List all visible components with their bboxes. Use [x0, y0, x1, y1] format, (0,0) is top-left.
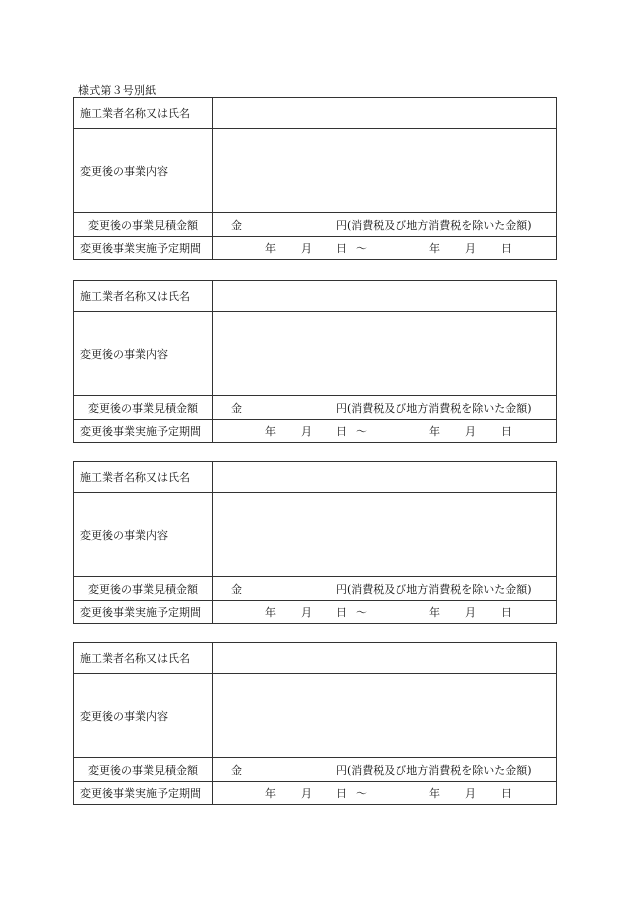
- end-month-unit: 月: [465, 425, 476, 438]
- contractor-name-label: 施工業者名称又は氏名: [74, 462, 213, 492]
- end-year-unit: 年: [429, 425, 440, 438]
- changed-content-label: 変更後の事業内容: [74, 129, 213, 212]
- form-block-2: [73, 280, 557, 443]
- start-year-unit: 年: [265, 606, 276, 619]
- period-tilde: ～: [356, 425, 367, 438]
- changed-period-field[interactable]: [213, 420, 556, 442]
- changed-period-field[interactable]: [213, 237, 556, 259]
- changed-amount-label: 変更後の事業見積金額: [74, 396, 213, 419]
- changed-amount-field[interactable]: [213, 758, 556, 781]
- changed-content-label: 変更後の事業内容: [74, 674, 213, 757]
- end-year-unit: 年: [429, 606, 440, 619]
- contractor-name-field[interactable]: [213, 643, 556, 673]
- end-month-unit: 月: [465, 787, 476, 800]
- amount-prefix: 金: [231, 582, 242, 596]
- changed-content-row: [74, 128, 556, 212]
- end-day-unit: 日: [501, 242, 512, 255]
- start-day-unit: 日: [336, 787, 347, 800]
- changed-amount-label: 変更後の事業見積金額: [74, 213, 213, 236]
- end-year-unit: 年: [429, 242, 440, 255]
- start-day-unit: 日: [336, 425, 347, 438]
- contractor-name-field[interactable]: [213, 98, 556, 128]
- contractor-name-row: [74, 98, 556, 128]
- changed-amount-row: [74, 757, 556, 781]
- changed-period-row: [74, 781, 556, 804]
- amount-suffix: 円(消費税及び地方消費税を除いた金額): [336, 401, 532, 415]
- start-year-unit: 年: [265, 787, 276, 800]
- changed-amount-field[interactable]: [213, 213, 556, 236]
- contractor-name-row: [74, 462, 556, 492]
- end-day-unit: 日: [501, 787, 512, 800]
- period-tilde: ～: [356, 606, 367, 619]
- changed-content-label: 変更後の事業内容: [74, 493, 213, 576]
- period-tilde: ～: [356, 787, 367, 800]
- changed-period-row: [74, 419, 556, 442]
- end-day-unit: 日: [501, 425, 512, 438]
- period-tilde: ～: [356, 242, 367, 255]
- changed-period-row: [74, 600, 556, 623]
- changed-content-field[interactable]: [213, 674, 556, 757]
- changed-amount-row: [74, 212, 556, 236]
- start-year-unit: 年: [265, 425, 276, 438]
- changed-content-row: [74, 311, 556, 395]
- changed-period-row: [74, 236, 556, 259]
- contractor-name-field[interactable]: [213, 281, 556, 311]
- start-month-unit: 月: [301, 787, 312, 800]
- contractor-name-row: [74, 281, 556, 311]
- end-year-unit: 年: [429, 787, 440, 800]
- changed-period-label: 変更後事業実施予定期間: [74, 420, 213, 442]
- form-block-4: [73, 642, 557, 805]
- changed-content-field[interactable]: [213, 129, 556, 212]
- end-month-unit: 月: [465, 606, 476, 619]
- changed-content-row: [74, 492, 556, 576]
- start-month-unit: 月: [301, 425, 312, 438]
- amount-suffix: 円(消費税及び地方消費税を除いた金額): [336, 218, 532, 232]
- changed-amount-label: 変更後の事業見積金額: [74, 758, 213, 781]
- end-month-unit: 月: [465, 242, 476, 255]
- changed-period-label: 変更後事業実施予定期間: [74, 601, 213, 623]
- changed-amount-label: 変更後の事業見積金額: [74, 577, 213, 600]
- contractor-name-label: 施工業者名称又は氏名: [74, 643, 213, 673]
- changed-content-label: 変更後の事業内容: [74, 312, 213, 395]
- start-day-unit: 日: [336, 606, 347, 619]
- form-title: 様式第３号別紙: [78, 84, 157, 97]
- changed-period-label: 変更後事業実施予定期間: [74, 782, 213, 804]
- start-year-unit: 年: [265, 242, 276, 255]
- start-month-unit: 月: [301, 242, 312, 255]
- changed-amount-field[interactable]: [213, 577, 556, 600]
- amount-suffix: 円(消費税及び地方消費税を除いた金額): [336, 582, 532, 596]
- changed-amount-row: [74, 395, 556, 419]
- start-day-unit: 日: [336, 242, 347, 255]
- changed-period-field[interactable]: [213, 782, 556, 804]
- form-block-3: [73, 461, 557, 624]
- contractor-name-label: 施工業者名称又は氏名: [74, 98, 213, 128]
- changed-amount-row: [74, 576, 556, 600]
- changed-content-field[interactable]: [213, 493, 556, 576]
- changed-period-field[interactable]: [213, 601, 556, 623]
- changed-content-field[interactable]: [213, 312, 556, 395]
- amount-prefix: 金: [231, 763, 242, 777]
- end-day-unit: 日: [501, 606, 512, 619]
- changed-content-row: [74, 673, 556, 757]
- contractor-name-label: 施工業者名称又は氏名: [74, 281, 213, 311]
- changed-amount-field[interactable]: [213, 396, 556, 419]
- changed-period-label: 変更後事業実施予定期間: [74, 237, 213, 259]
- form-block-1: [73, 97, 557, 260]
- contractor-name-row: [74, 643, 556, 673]
- contractor-name-field[interactable]: [213, 462, 556, 492]
- amount-suffix: 円(消費税及び地方消費税を除いた金額): [336, 763, 532, 777]
- start-month-unit: 月: [301, 606, 312, 619]
- amount-prefix: 金: [231, 401, 242, 415]
- amount-prefix: 金: [231, 218, 242, 232]
